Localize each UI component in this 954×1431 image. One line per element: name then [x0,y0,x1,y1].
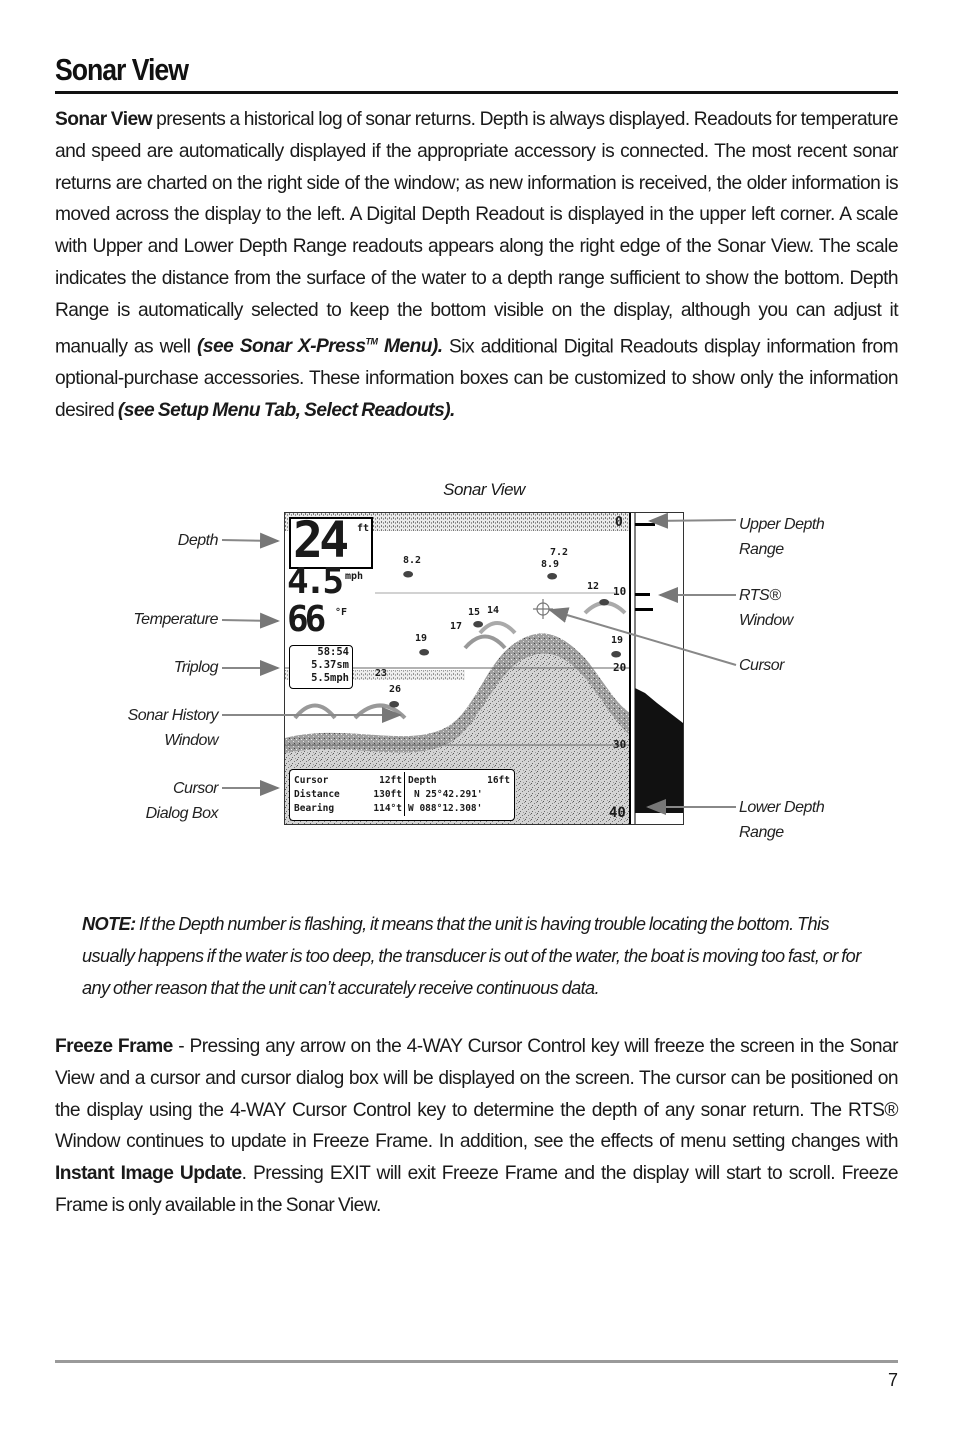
callout-upper-depth-range: Upper Depth Range [739,516,825,558]
fish-depth-label: 7.2 [550,547,569,558]
scale-mark-30: 30 [613,738,627,751]
fish-icon: ⬬ [599,595,610,609]
intro-lead: Sonar View [55,109,152,130]
triplog-speed: 5.5mph [311,672,349,684]
callout-cursor: Cursor [739,657,785,674]
callout-cursor-dialog-box: Cursor Dialog Box [145,780,218,822]
callout-sonar-history-window: Sonar History Window [127,707,218,749]
sonar-screen-image [284,512,684,825]
cursor-dialog-right: Depth 16ft N 25°42.291' W 088°12.308' [408,775,510,814]
fish-icon: ⬬ [547,569,558,583]
callout-temperature: Temperature [133,611,218,628]
triplog-time: 58:54 [317,646,349,658]
figure-caption: Sonar View [443,480,525,499]
cursor-reticle-icon [533,599,553,619]
instant-image-update: Instant Image Update [55,1163,242,1185]
intro-ref-2: (see Setup Menu Tab, Select Readouts). [117,399,455,421]
note-label: NOTE: [82,914,136,934]
scale-mark-20: 20 [613,661,627,674]
depth-readout: 24 ft [289,517,373,569]
page-number: 7 [887,1370,898,1390]
fish-depth-label: 14 [487,605,500,616]
fish-icon: ⬬ [389,697,400,711]
intro-text-1: presents a historical log of sonar returns. Depth is always displayed. Readouts for temperature and speed are automatically displayed if the appropriate accessory is connected. The most recent sonar returns are charted on the right side of the window; as new information is received, the older information is moved across the display to the left. A Digital Depth Readout is displayed in the upper left corner. A scale with Upper and Lower Depth Range readouts appears along the right edge of the Sonar View. The scale indicates the distance from the surface of the water to a depth range sufficient to show the bottom. Depth Range is automatically selected to keep the bottom visible on the display, although you can adjust it manually as well [55,109,898,357]
title-rule [55,91,898,94]
callout-depth: Depth [177,532,218,549]
fish-depth-label: 23 [375,668,388,679]
fish-depth-label: 17 [450,621,463,632]
intro-paragraph [55,104,898,426]
fish-depth-label: 8.9 [541,559,560,570]
fish-depth-label: 15 [468,607,481,618]
fish-depth-label: 8.2 [403,555,422,566]
fish-depth-label: 12 [587,581,600,592]
callout-rts-window: RTS® Window [739,587,793,629]
triplog-readout [289,645,353,689]
speed-readout: 4.5 mph [287,561,364,602]
fish-icon: ⬬ [473,617,484,631]
note-text: If the Depth number is flashing, it means that the unit is having trouble locating the bottom. This usually happens if the water is too deep, the transducer is out of the water, the boat is moving too fast, or for any other reason that the unit can’t accurately receive continuous data. [82,914,861,998]
freeze-frame-paragraph [55,1031,898,1222]
triplog-distance: 5.37sm [311,659,349,671]
fish-depth-label: 26 [389,684,402,695]
cursor-dialog-box [289,769,515,821]
page-title: Sonar View [55,52,188,87]
callout-lower-depth-range: Lower Depth Range [739,799,825,841]
freeze-text-2: . Pressing EXIT will exit Freeze Frame and the display will start to scroll. Freeze Frame is only available in the Sonar View. [55,1163,899,1216]
fish-icon: ⬬ [611,647,622,661]
scale-mark-10: 10 [613,585,627,598]
callout-triplog: Triplog [173,659,218,676]
freeze-text-1: - Pressing any arrow on the 4-WAY Cursor Control key will freeze the screen in the Sonar View and a cursor and cursor dialog box will be displayed on the screen. The cursor can be positioned on the display using the 4-WAY Cursor Control key to determine the depth of any sonar return. The RTS® Window continues to update in Freeze Frame. In addition, see the effects of menu setting changes with [55,1036,898,1153]
freeze-frame-lead: Freeze Frame [55,1036,173,1057]
intro-text-2: Six additional Digital Readouts display information from optional-purchase accessories. These information boxes can be customized to show only the information desired [55,335,898,421]
fish-depth-label: 19 [611,635,624,646]
intro-ref-1: (see Sonar X-Press™ Menu). [197,335,443,357]
fish-depth-label: 19 [415,633,428,644]
cursor-dialog-left: Cursor 12ft Distance 130ft Bearing 114°t [294,775,402,814]
fish-icon: ⬬ [403,567,414,581]
lower-depth-range: 40 [609,805,626,821]
note-paragraph [82,908,882,1004]
upper-depth-range: 0 [615,515,623,530]
temperature-readout: 66 °F [287,599,348,640]
footer-rule [55,1360,898,1363]
fish-icon: ⬬ [419,645,430,659]
